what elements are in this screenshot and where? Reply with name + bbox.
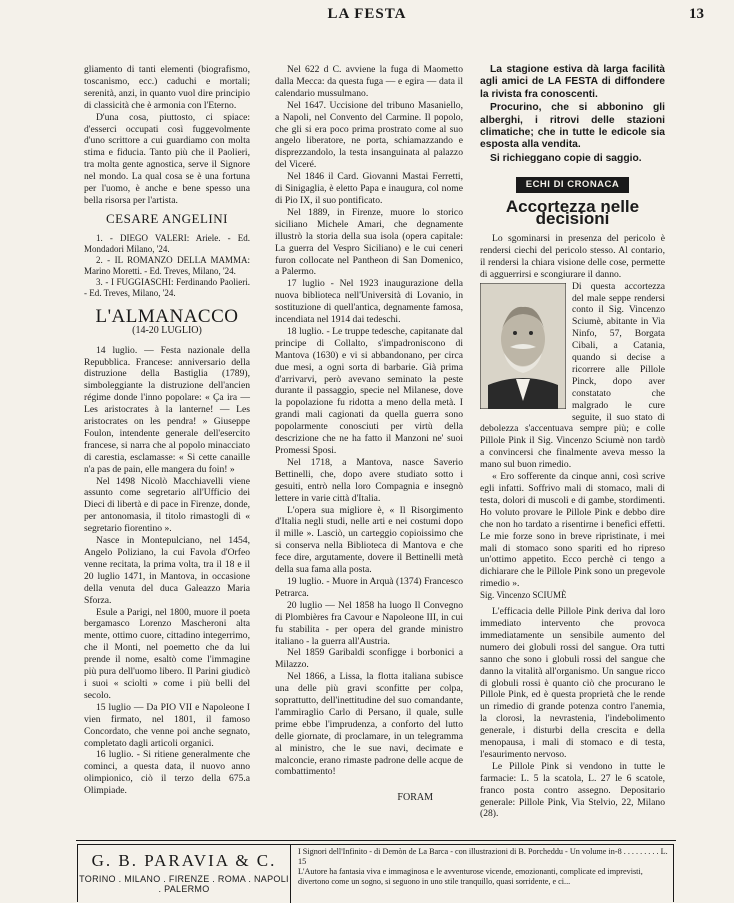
almanacco-dates: (14-20 LUGLIO) bbox=[132, 324, 202, 336]
page-number: 13 bbox=[689, 6, 704, 22]
promo-line: Si richieggano copie di saggio. bbox=[490, 152, 642, 164]
paragraph: Nel 1859 Garibaldi sconfigge i borbonici a Milazzo. bbox=[275, 647, 463, 671]
book-blurb: L'Autore ha fantasia viva e immaginosa e le avventurose vicende, emozionanti, complicate ed imprevisti, divertono come un sogno, si seguono in uno stile tranquillo, quasi sorridente, e ci... bbox=[298, 867, 643, 886]
paragraph: 18 luglio. - Le truppe tedesche, capitanate dal principe di Collalto, s'impadroniscono di Mantova (1630) e vi si abbandonano, per circa due mesi, a ogni sorta di barbarie. Già prima d'arrivarvi, però avevano seminato la peste durante il passaggio, specie nel Milanese, dove la popolazione fu ridotta a meno della metà. I grandi mali cagionati da quella guerra sono popolarmente conosciuti per virtù della descrizione che ne ha fatto il Manzoni ne' suoi Promessi Sposi. bbox=[275, 325, 463, 456]
paragraph: L'opera sua migliore è, « Il Risorgimento d'Italia negli studi, nelle arti e nei costumi dopo il mille ». Lasciò, un carteggio copioissimo che si conserva nella Biblioteca di Mantova e che fece dire, argutamente, dovere il Bettinelli metà della sua fama alla posta. bbox=[275, 504, 463, 576]
separator-line bbox=[76, 840, 676, 841]
column-left bbox=[84, 64, 250, 797]
running-title: LA FESTA bbox=[327, 6, 407, 22]
paragraph: 20 luglio — Nel 1858 ha luogo Il Convegno di Plombières fra Cavour e Napoleone III, in cui fu stabilita - per opera del grande ministro italiano - la guerra all'Austria. bbox=[275, 599, 463, 647]
paragraph: Le Pillole Pink si vendono in tutte le farmacie: L. 5 la scatola, L. 27 le 6 scatole, franco posta contro assegno. Depositario generale: Pillole Pink, Via Stelvio, 22, Milano (28). bbox=[480, 760, 665, 820]
book-listing bbox=[298, 847, 668, 887]
author-signature: CESARE ANGELINI bbox=[106, 210, 228, 226]
almanacco-heading: L'ALMANACCO bbox=[95, 305, 239, 327]
photo-caption: Sig. Vincenzo SCIUMÈ bbox=[480, 590, 567, 601]
publisher-cities: TORINO . MILANO . FIRENZE . ROMA . NAPOLI . PALERMO bbox=[79, 874, 289, 894]
promo-line: La stagione estiva dà larga facilità agli amici de LA FESTA di diffondere la rivista fra conoscenti. bbox=[480, 64, 665, 100]
paragraph: Lo sgominarsi in presenza del pericolo è rendersi ciechi del pericolo stesso. Al contario, il rendersi la chiara visione delle cose, permette di agguerrirsi e scongiurare il danno. bbox=[480, 232, 665, 280]
paragraph: Nel 622 d C. avviene la fuga di Maometto dalla Mecca: da questa fuga — e egira — data il calendario mussulmano. bbox=[275, 64, 463, 99]
paragraph: Di questa accortezza del male seppe rendersi conto il Sig. Vincenzo Sciumè, abitante in Via Ninfo, 57, Borgata Cibali, a Catania, quando si decise a ricorrere alle Pillole Pinck, dopo aver constatato che malgrado le cure seguite, il suo stato di debolezza s'accentuava sempre più; e colle Pillole Pink il Sig. Vincenzo Sciumè non tardò a convincersi che finalmente aveva messo la mano sul buon rimedio. bbox=[480, 280, 665, 471]
footnote: 1. - DIEGO VALERI: Ariele. - Ed. Mondadori Milano, '24. bbox=[84, 232, 250, 254]
paragraph: Nel 1866, a Lissa, la flotta italiana subisce una delle più gravi sconfitte per colpa, soprattutto, dell'inettitudine del suo comandante, l'ammiraglio Carlo di Persano, il quale, sulle prime ebbe l'imprudenza, a conforto del lutto delle giornate, di proclamare, in un telegramma al ministro, che le sue navi, decimate e malconcie, erano rimaste padrone delle acque de combattimento! bbox=[275, 671, 463, 778]
section-badge: ECHI DI CRONACA bbox=[516, 177, 630, 193]
column-right bbox=[480, 64, 665, 820]
paragraph: 19 luglio. - Muore in Arquà (1374) Francesco Petrarca. bbox=[275, 575, 463, 599]
paragraph: Nel 1718, a Mantova, nasce Saverio Bettinelli, che, dopo avere studiato sotto i gesuiti, entrò nella loro Compagnia e insegnò lettere in varie città d'Italia. bbox=[275, 456, 463, 504]
footnote: 3. - I FUGGIASCHI: Ferdinando Paolieri. - Ed. Treves, Milano, '24. bbox=[84, 276, 250, 298]
paragraph: 14 luglio. — Festa nazionale della Repubblica. Francese: anniversario della distruzione della Bastiglia (1789), simboleggiante la distruzione dell'ancien régime donde l'inno popolare: « Ça ira — Les aristocrates à la lanterne! — Les aristocrates on les pendra! » Giuseppe Foulon, intendente generale dell'esercito francese, si narra che al popolo minacciato di carestia, esclamasse: « Si cette canaille n'a pas de pain, elle mangera du foin! » bbox=[84, 344, 250, 475]
paragraph: D'una cosa, piuttosto, ci spiace: d'esserci occupati così fuggevolmente d'uno scrittore a cui guardiamo con molta stima e fiducia. Tanto più che il Paolieri, tra molta gente agnostica, serve il Signore nel mondo. La qual cosa se è una fortuna per l'uomo, è anche e bene spesso una bella risorsa per l'artista. bbox=[84, 111, 250, 206]
portrait-photo bbox=[480, 283, 566, 409]
paragraph: 16 luglio. - Si ritiene generalmente che cominci, a questa data, il nuovo anno olimpionico, ciò il terzo della 675.a Olimpiade. bbox=[84, 749, 250, 797]
paragraph: Nel 1647. Uccisione del tribuno Masaniello, a Napoli, nel Convento del Carmine. Il popolo, che gli si era poco prima prostrato come al suo angelo liberatore, ne porta, schiamazzando e disprezzandolo, la testa insanguinata al palazzo del Viceré. bbox=[275, 99, 463, 171]
publisher-block bbox=[78, 845, 291, 903]
article-title: Accortezza nelle decisioni bbox=[505, 197, 640, 229]
promo-line: Procurino, che si abbonino gli alberghi, i ritrovi delle stazioni climatiche; che in tutte le edicole sia esposta alla vendita. bbox=[480, 102, 665, 151]
paragraph: 15 luglio — Da PIO VII e Napoleone I vien firmato, nel 1801, il famoso Concordato, che venne poi anche segnato, completato dagli articoli organici. bbox=[84, 701, 250, 749]
publisher-name: G. B. PARAVIA & C. bbox=[91, 851, 277, 870]
publisher-advertisement bbox=[77, 844, 674, 902]
paragraph: Nel 1846 il Card. Giovanni Mastai Ferretti, di Sinigaglia, è eletto Papa e inaugura, col nome di Pio IX, il suo pontificato. bbox=[275, 171, 463, 206]
book-title-line: I Signori dell'Infinito - di Demòn de La Barca - con illustrazioni di B. Porcheddu - Un volume in-8 . . . . . . . . . L. 15 bbox=[298, 847, 668, 866]
author-signature: FORAM bbox=[397, 792, 433, 804]
paragraph: 17 luglio - Nel 1923 inaugurazione della nuova biblioteca nell'Università di Lovanio, in sostituzione di quell'antica, degnamente famosa, incendiata nel 1914 dai tedeschi. bbox=[275, 278, 463, 326]
paragraph: L'efficacia delle Pillole Pink deriva dal loro immediato intervento che provoca immediatamente un sensibile aumento del numero dei globuli rossi del sangue. Ora tutti sanno che sono i globuli rossi del sangue che danno la vitalità all'organismo. Un sangue ricco di globuli rossi è quanto ciò che procurano le Pillole Pink, ed è questa proprietà che le rende un rimedio di grande potenza contro l'anemia, la clorosi, la nevrastenia, l'indebolimento generale, i disturbi della crescita e della menopausa, i mali di stomaco e di testa, l'esaurimento nervoso. bbox=[480, 606, 665, 760]
paragraph: « Ero sofferente da cinque anni, così scrive egli infatti. Soffrivo mali di stomaco, mali di testa, dolori di muscoli e di gambe, stordimenti. Ho voluto provare le Pillole Pink e debbo dire che non ho tardato a risentirne i benefici effetti. Le mie forze sono in breve ripristinate, i mei mali di stomaco sono spariti ed ho ripreso un'ottimo appetito. Ecco perchè ci tengo a dichiarare che le Pillole Pink sono un pregevole rimedio ». bbox=[480, 471, 665, 590]
paragraph: Esule a Parigi, nel 1800, muore il poeta bergamasco Lorenzo Mascheroni alta mente, ottimo cuore, cittadino integerrimo, che il Monti, nel poemetto che da lui prende il nome, esaltò come l'immagine più pura dell'uomo libero. Il Parini giudicò i suoi « sciolti » come i più belli del secolo. bbox=[84, 606, 250, 701]
paragraph: gliamento di tanti elementi (biografismo, toscanismo, ecc.) caduchi e mortali; serenità, anzi, in quanto vuol dire principio di classicità che è armonia con l'Eterno. bbox=[84, 64, 250, 111]
footnote: 2. - IL ROMANZO DELLA MAMMA: Marino Moretti. - Ed. Treves, Milano, '24. bbox=[84, 254, 250, 276]
paragraph: Nel 1889, in Firenze, muore lo storico siciliano Michele Amari, che degnamente illustrò la storia della sua isola (opera capitale: La guerra del Vespro Siciliano) e le cui ceneri furon collocate nel Pantheon di San Domenico, a Palermo. bbox=[275, 206, 463, 278]
paragraph: Nasce in Montepulciano, nel 1454, Angelo Poliziano, la cui Favola d'Orfeo venne recitata, la prima volta, tra il 18 e il 20 luglio 1471, in Mantova, in occasione della venuta del duca Galeazzo Maria Sforza. bbox=[84, 535, 250, 606]
paragraph: Nel 1498 Nicolò Macchiavelli viene assunto come segretario all'Ufficio dei Dieci di libertà e di pace in Firenze, donde, per antonomasia, il titolo rimastogli di « segretario fiorentino ». bbox=[84, 475, 250, 535]
subscription-notice bbox=[480, 64, 665, 165]
column-middle bbox=[275, 64, 463, 804]
